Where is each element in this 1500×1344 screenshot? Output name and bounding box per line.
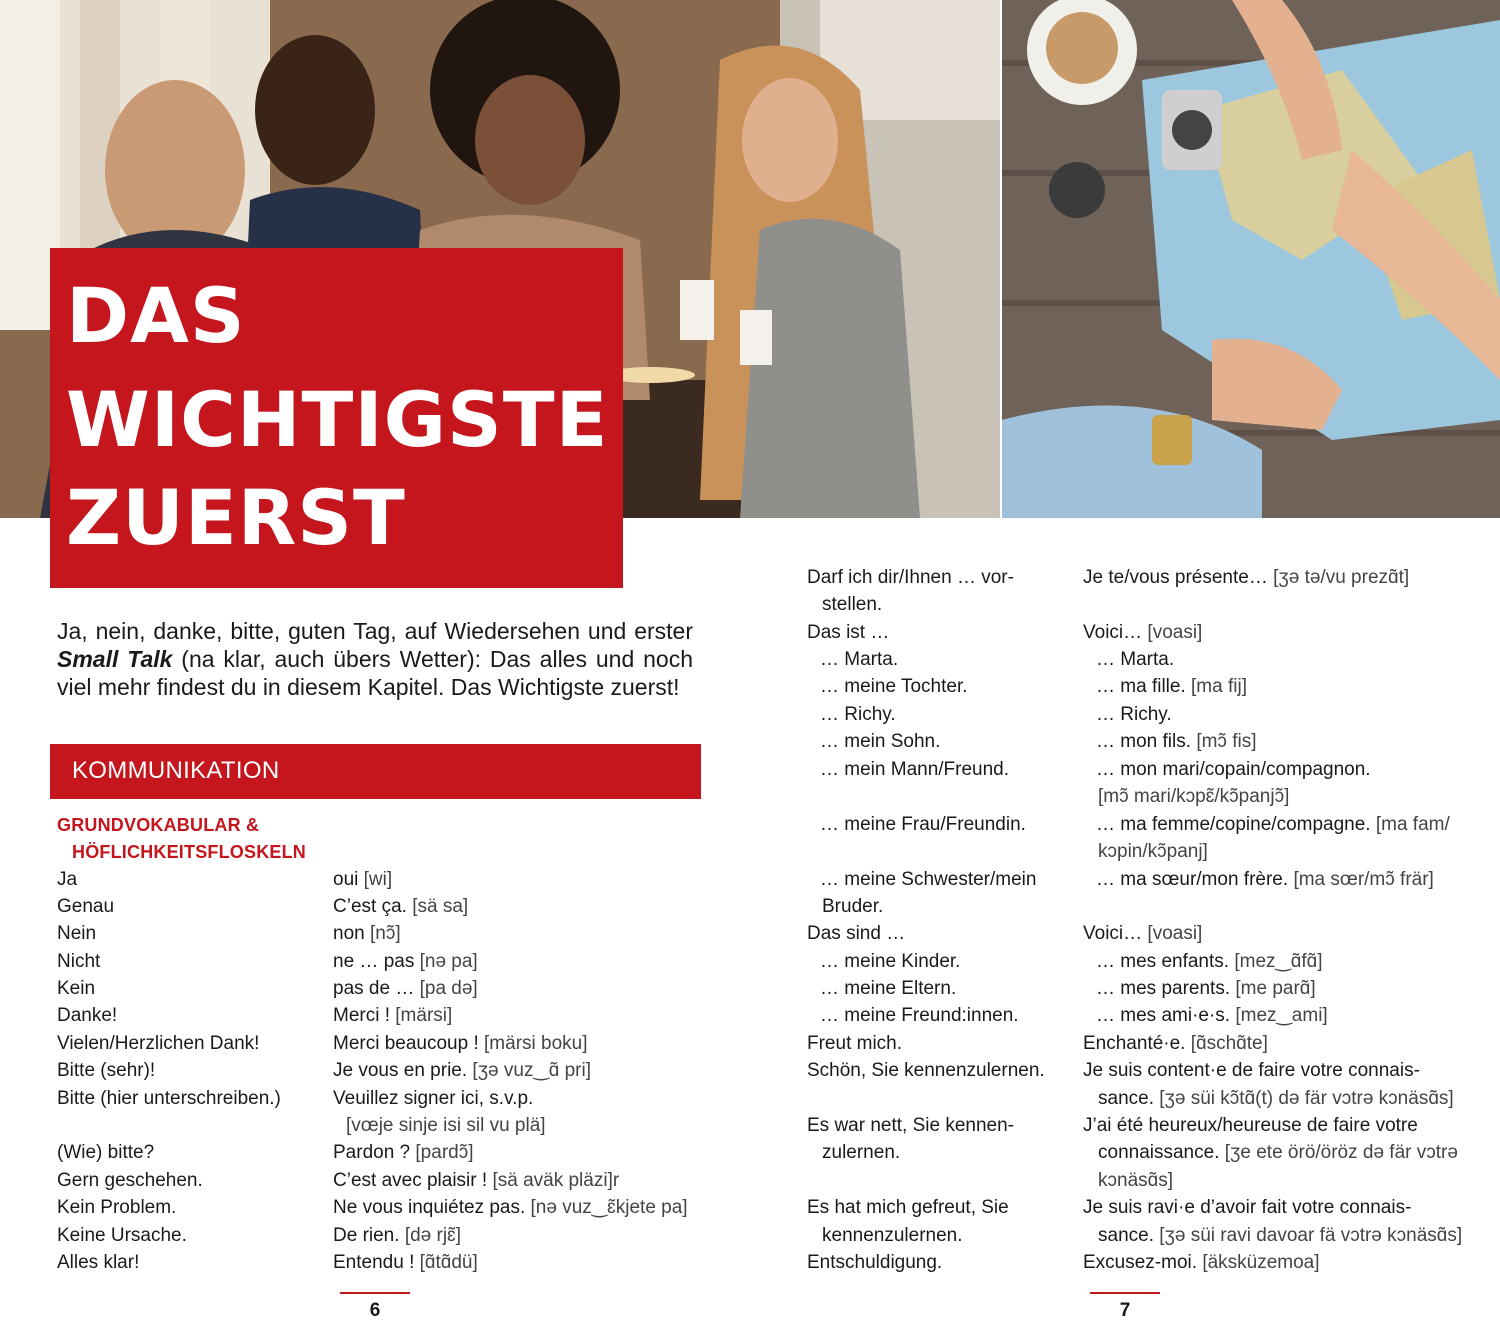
phonetic: [märsi boku] <box>484 1033 588 1054</box>
de-term: Genau <box>57 896 115 917</box>
fr-translation <box>333 1226 461 1245</box>
de-term: … meine Tochter. <box>820 676 968 697</box>
fr-text: C’est ça. <box>333 896 407 917</box>
fr-text: Ne vous inquiétez pas. <box>333 1197 526 1218</box>
chapter-title-line-1: DAS <box>66 271 246 360</box>
page-number-right: 7 <box>1119 1300 1131 1321</box>
fr-translation <box>346 1116 546 1135</box>
fr-translation <box>333 924 401 943</box>
fr-translation <box>333 1171 619 1190</box>
phonetic: [ma fam/ <box>1375 814 1450 835</box>
phonetic: kɔpin/kɔ̃panj] <box>1098 841 1208 862</box>
section-header-label: KOMMUNIKATION <box>72 757 280 784</box>
de-term: … meine Eltern. <box>820 978 957 999</box>
fr-text: Je suis content·e de faire votre connais- <box>1083 1060 1420 1081</box>
de-term: … meine Schwester/mein <box>820 869 1037 890</box>
intro-emphasis: Small Talk <box>57 646 173 672</box>
fr-translation <box>333 952 478 971</box>
fr-text: … ma fille. <box>1096 676 1186 697</box>
fr-translation <box>333 1253 478 1272</box>
fr-text: Je vous en prie. <box>333 1060 468 1081</box>
fr-translation <box>1096 705 1172 724</box>
de-term: Ja <box>57 869 78 890</box>
chapter-title-line-2: WICHTIGSTE <box>66 375 609 464</box>
de-term: Bitte (hier unterschreiben.) <box>57 1088 281 1109</box>
fr-translation <box>333 1089 533 1108</box>
de-term: Gern geschehen. <box>57 1170 203 1191</box>
fr-text: … mes enfants. <box>1096 951 1230 972</box>
fr-translation <box>333 1143 474 1162</box>
fr-translation <box>1098 787 1289 806</box>
fr-text: non <box>333 923 365 944</box>
fr-translation <box>1096 952 1322 971</box>
subsection-heading-line-2: HÖFLICHKEITSFLOSKELN <box>72 842 306 862</box>
fr-translation <box>1096 815 1450 834</box>
phonetic: [ʒe ete örö/öröz də fär vɔtrə <box>1224 1142 1458 1163</box>
fr-text: oui <box>333 869 359 890</box>
fr-translation <box>1083 924 1202 943</box>
fr-text: … mon mari/copain/compagnon. <box>1096 759 1371 780</box>
de-term: Es hat mich gefreut, Sie <box>807 1197 1009 1218</box>
phonetic: [märsi] <box>395 1005 453 1026</box>
de-term: Alles klar! <box>57 1252 140 1273</box>
de-term: Schön, Sie kennenzulernen. <box>807 1060 1045 1081</box>
de-term: Kein Problem. <box>57 1197 177 1218</box>
fr-translation <box>1083 1116 1418 1135</box>
page-number-rule-right <box>1090 1292 1160 1294</box>
fr-translation <box>333 979 478 998</box>
de-term: stellen. <box>822 594 883 615</box>
phonetic: [ɑ̃schɑ̃te] <box>1190 1033 1268 1054</box>
fr-text: pas de … <box>333 978 415 999</box>
fr-translation <box>1096 650 1174 669</box>
fr-translation <box>1096 732 1256 751</box>
phonetic: [voasi] <box>1147 923 1203 944</box>
de-term: zulernen. <box>822 1142 901 1163</box>
fr-translation <box>1096 760 1371 779</box>
de-term: Darf ich dir/Ihnen … vor- <box>807 567 1014 588</box>
de-term: Nein <box>57 923 97 944</box>
de-term: … mein Sohn. <box>820 731 941 752</box>
fr-text: Merci beaucoup ! <box>333 1033 479 1054</box>
de-term: … Marta. <box>820 649 899 670</box>
phonetic: [də rjɛ̃] <box>404 1225 462 1246</box>
fr-translation <box>1083 568 1409 587</box>
phonetic: [vœje sinje isi sil vu plä] <box>346 1115 546 1136</box>
phonetic: [ʒə tə/vu prezɑ̃t] <box>1273 567 1410 588</box>
de-term: Das ist … <box>807 622 890 643</box>
fr-text: J’ai été heureux/heureuse de faire votre <box>1083 1115 1418 1136</box>
phonetic: kɔnäsɑ̃s] <box>1098 1170 1173 1191</box>
de-term: … meine Freund:innen. <box>820 1005 1019 1026</box>
fr-translation <box>333 1006 452 1025</box>
fr-text: sance. <box>1098 1088 1154 1109</box>
phonetic: [mɔ̃ fis] <box>1196 731 1257 752</box>
intro-text-start: Ja, nein, danke, bitte, guten Tag, auf Wiedersehen und erster <box>57 618 693 644</box>
fr-translation <box>1083 1198 1411 1217</box>
de-term: Freut mich. <box>807 1033 903 1054</box>
phonetic: [pa də] <box>419 978 478 999</box>
fr-text: De rien. <box>333 1225 400 1246</box>
de-term: Danke! <box>57 1005 118 1026</box>
subsection-heading-line-1: GRUNDVOKABULAR & <box>57 815 260 835</box>
de-term: Vielen/Herzlichen Dank! <box>57 1033 260 1054</box>
fr-translation <box>333 1198 688 1217</box>
fr-translation <box>1098 1171 1173 1190</box>
de-term: Kein <box>57 978 96 999</box>
fr-translation <box>1098 1226 1462 1245</box>
fr-text: Merci ! <box>333 1005 390 1026</box>
fr-text: Veuillez signer ici, s.v.p. <box>333 1088 534 1109</box>
phonetic: [sä sa] <box>412 896 469 917</box>
de-term: … meine Kinder. <box>820 951 961 972</box>
chapter-title-box <box>50 248 623 588</box>
phonetic: [ʒə vuz‿ɑ̃ pri] <box>472 1060 591 1081</box>
phonetic: [pardɔ̃] <box>415 1142 474 1163</box>
fr-text: Enchanté·e. <box>1083 1033 1186 1054</box>
de-term: Entschuldigung. <box>807 1252 943 1273</box>
de-term: Es war nett, Sie kennen- <box>807 1115 1014 1136</box>
de-term: Keine Ursache. <box>57 1225 187 1246</box>
fr-text: Excusez-moi. <box>1083 1252 1198 1273</box>
de-term: Nicht <box>57 951 101 972</box>
de-term: Das sind … <box>807 923 906 944</box>
chapter-title-line-3: ZUERST <box>66 473 406 562</box>
phonetic: [me parɑ̃] <box>1235 978 1316 999</box>
phonetic: [nə pa] <box>419 951 478 972</box>
de-term: Bitte (sehr)! <box>57 1060 156 1081</box>
fr-text: … Marta. <box>1096 649 1175 670</box>
phonetic: [sä aväk pläzi]r <box>492 1170 620 1191</box>
section-header-bar <box>50 744 701 799</box>
fr-text: Pardon ? <box>333 1142 411 1163</box>
intro-text-end: (na klar, auch übers Wetter): Das alles und noch viel mehr findest du in diesem Kapitel. Das Wichtigste zuerst! <box>57 646 693 700</box>
fr-text: C’est avec plaisir ! <box>333 1170 488 1191</box>
fr-translation <box>1096 979 1316 998</box>
fr-translation <box>1096 677 1247 696</box>
fr-text: Voici… <box>1083 622 1143 643</box>
fr-text: Je suis ravi·e d’avoir fait votre connais- <box>1083 1197 1412 1218</box>
phonetic: [wi] <box>363 869 393 890</box>
fr-text: … ma sœur/mon frère. <box>1096 869 1289 890</box>
fr-translation <box>1083 623 1202 642</box>
phonetic: [voasi] <box>1147 622 1203 643</box>
phonetic: [nɔ̃] <box>369 923 401 944</box>
page-number-rule-left <box>340 1292 410 1294</box>
fr-text: … mon fils. <box>1096 731 1192 752</box>
de-term: kennenzulernen. <box>822 1225 963 1246</box>
phonetic: [ʒə süi ravi davoar fä vɔtrə kɔnäsɑ̃s] <box>1159 1225 1463 1246</box>
fr-text: sance. <box>1098 1225 1154 1246</box>
phonetic: [äksküzemoa] <box>1202 1252 1320 1273</box>
fr-text: … mes ami·e·s. <box>1096 1005 1231 1026</box>
fr-translation <box>1096 1006 1328 1025</box>
fr-translation <box>333 870 392 889</box>
phonetic: [mez‿ami] <box>1235 1005 1328 1026</box>
phonetic: [ɑ̃tɑ̃dü] <box>419 1252 478 1273</box>
phonetic: [ma fij] <box>1191 676 1247 697</box>
fr-translation <box>1096 870 1434 889</box>
de-term: … Richy. <box>820 704 896 725</box>
phonetic: [nə vuz‿ɛ̃kjete pa] <box>530 1197 688 1218</box>
fr-text: connaissance. <box>1098 1142 1220 1163</box>
de-term: … mein Mann/Freund. <box>820 759 1010 780</box>
fr-translation <box>1083 1253 1320 1272</box>
fr-text: ne … pas <box>333 951 415 972</box>
fr-text: … ma femme/copine/compagne. <box>1096 814 1371 835</box>
fr-translation <box>333 897 468 916</box>
phonetic: [ʒə süi kɔ̃tɑ̃(t) də fär vɔtrə kɔnäsɑ̃s] <box>1159 1088 1454 1109</box>
fr-translation <box>1098 1143 1458 1162</box>
de-term: Bruder. <box>822 896 884 917</box>
fr-translation <box>1083 1061 1420 1080</box>
fr-translation <box>1098 842 1208 861</box>
phonetic: [ma sœr/mɔ̃ frär] <box>1293 869 1434 890</box>
de-term: (Wie) bitte? <box>57 1142 155 1163</box>
fr-translation <box>1098 1089 1454 1108</box>
fr-translation <box>333 1061 591 1080</box>
fr-translation <box>333 1034 588 1053</box>
fr-text: Entendu ! <box>333 1252 415 1273</box>
fr-text: Voici… <box>1083 923 1143 944</box>
fr-text: … mes parents. <box>1096 978 1231 999</box>
de-term: … meine Frau/Freundin. <box>820 814 1026 835</box>
photo-travel-map <box>1002 0 1500 518</box>
fr-text: … Richy. <box>1096 704 1172 725</box>
phonetic: [mɔ̃ mari/kɔpɛ̃/kɔ̃panjɔ̃] <box>1098 786 1290 807</box>
page-number-left: 6 <box>369 1300 381 1321</box>
chapter-intro <box>57 617 693 701</box>
fr-translation <box>1083 1034 1268 1053</box>
fr-text: Je te/vous présente… <box>1083 567 1268 588</box>
phonetic: [mez‿ɑ̃fɑ̃] <box>1234 951 1323 972</box>
